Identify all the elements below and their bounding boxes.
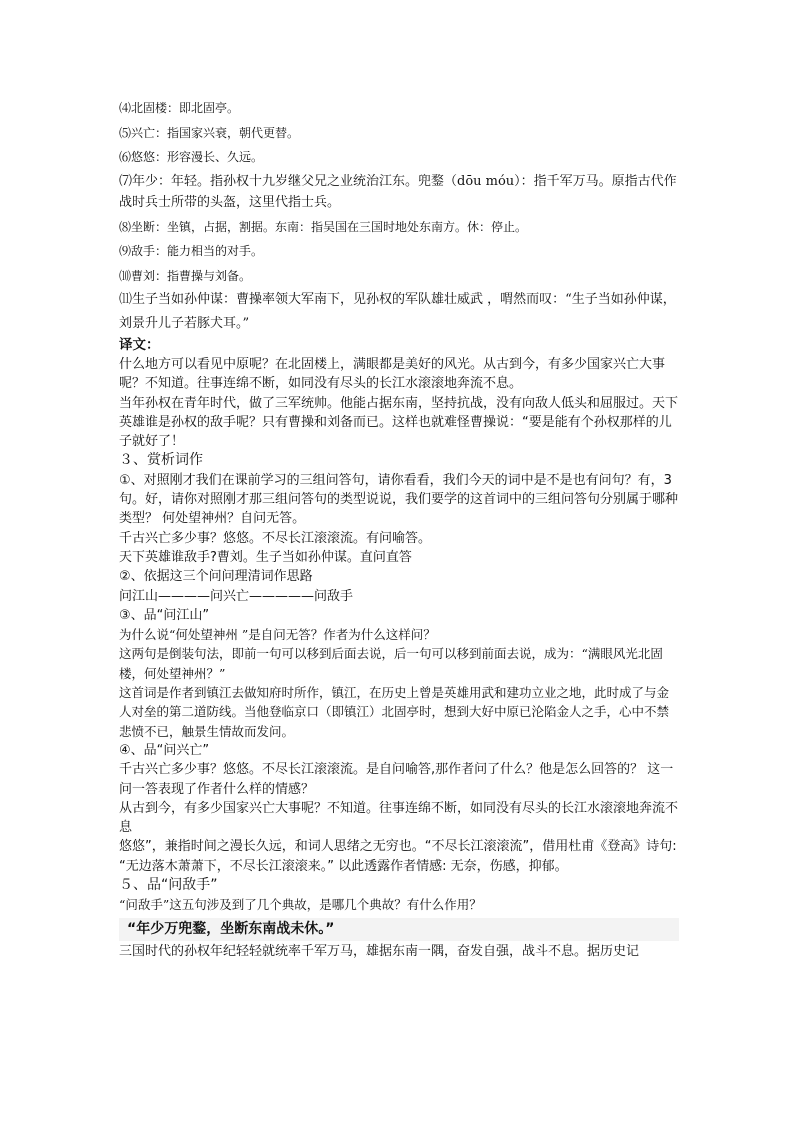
question-5-heading: ５、品“问敌手”: [119, 877, 218, 894]
question-2-answer: 问江山————问兴亡—————问敌手: [119, 588, 354, 604]
question-5-prompt: “问敌手”这五句涉及到了几个典故，是哪几个典故？有什么作用？: [119, 897, 482, 913]
question-4-answer-1: 从古到今，有多少国家兴亡大事呢？不知道。往事连绵不断，如同没有尽头的长江水滚滚地奔流不息: [119, 800, 679, 836]
question-5-answer: 三国时代的孙权年纪轻轻就统率千军万马，雄据东南一隅，奋发自强，战斗不息。据历史记: [119, 943, 640, 959]
note-8: ⑻坐断：坐镇，占据，割据。东南：指吴国在三国时地处东南方。休：停止。: [119, 219, 528, 234]
question-3-heading: ③、品“问江山”: [119, 607, 210, 623]
question-4-heading: ④、品“问兴亡”: [119, 742, 210, 758]
note-4: ⑷北固楼：即北固亭。: [119, 101, 240, 115]
question-3-prompt: 为什么说“何处望神州 ”是自问无答？作者为什么这样问？: [119, 627, 436, 643]
note-5: ⑸兴亡：指国家兴衰，朝代更替。: [119, 125, 300, 140]
question-1: ①、对照刚才我们在课前学习的三组问答句，请你看看，我们今天的词中是不是也有问句？有，3句。好，请你对照刚才那三组问答句的类型说说，我们要学的这首词中的三组问答句分别属于哪种类型？ 何处望神州？自问无答。: [119, 472, 679, 527]
translation-heading: 译文：: [119, 337, 160, 353]
question-1-answer-2: 千古兴亡多少事？悠悠。不尽长江滚滚流。有问喻答。: [119, 530, 432, 546]
analysis-heading: ３、赏析词作: [119, 452, 203, 469]
question-4-answer-2: 悠悠”，兼指时间之漫长久远，和词人思绪之无穷也。“不尽长江滚滚流”，借用杜甫《登高》诗句: “无边落木萧萧下，不尽长江滚滚来。” 以此透露作者情感: 无奈，伤感，抑郁。: [119, 839, 677, 874]
document-page: [119, 96, 679, 961]
question-1-answer-3: 天下英雄谁敌手?曹刘。生子当如孙仲谋。直问直答: [119, 549, 412, 565]
note-9: ⑼敌手：能力相当的对手。: [119, 244, 264, 258]
translation-paragraph-2: 当年孙权在青年时代，做了三军统帅。他能占据东南，坚持抗战，没有向敌人低头和屈服过。天下英雄谁是孙权的敌手呢？只有曹操和刘备而已。这样也就难怪曹操说：“要是能有个孙权那样的儿子就好了！: [119, 395, 679, 450]
note-6: ⑹悠悠：形容漫长、久远。: [119, 150, 264, 164]
question-2: ②、依据这三个问问理清词作思路: [119, 569, 313, 585]
question-4-prompt: 千古兴亡多少事？悠悠。不尽长江滚滚流。是自问喻答,那作者问了什么？他是怎么回答的？ 这一问一答表现了作者什么样的情感？: [119, 762, 674, 797]
note-11: ⑾生子当如孙仲谋：曹操率领大军南下，见孙权的军队雄壮威武 ，喟然而叹：“生子当如孙仲谋，刘景升儿子若豚犬耳。”: [119, 292, 676, 331]
note-10: ⑽曹刘：指曹操与刘备。: [119, 268, 252, 283]
note-7: ⑺年少：年轻。指孙权十九岁继父兄之业统治江东。兜鍪（dōu móu）：指千军万马。原指古代作战时兵士所带的头盔，这里代指士兵。: [119, 173, 677, 210]
question-3-answer-2: 这首词是作者到镇江去做知府时所作，镇江，在历史上曾是英雄用武和建功立业之地，此时成了与金人对垒的第二道防线。当他登临京口（即镇江）北固亭时，想到大好中原已沦陷金人之手，心中不禁悲愤不已，触景生情故而发问。: [119, 685, 670, 739]
translation-paragraph-1: 什么地方可以看见中原呢？在北固楼上，满眼都是美好的风光。从古到今，有多少国家兴亡大事呢？不知道。往事连绵不断，如同没有尽头的长江水滚滚地奔流不息。: [119, 357, 666, 392]
question-3-answer-1: 这两句是倒装句法，即前一句可以移到后面去说，后一句可以移到前面去说，成为：“满眼风光北固楼，何处望神州？”: [119, 646, 663, 681]
poem-quote: “年少万兜鍪，坐断东南战未休。”: [119, 918, 679, 941]
